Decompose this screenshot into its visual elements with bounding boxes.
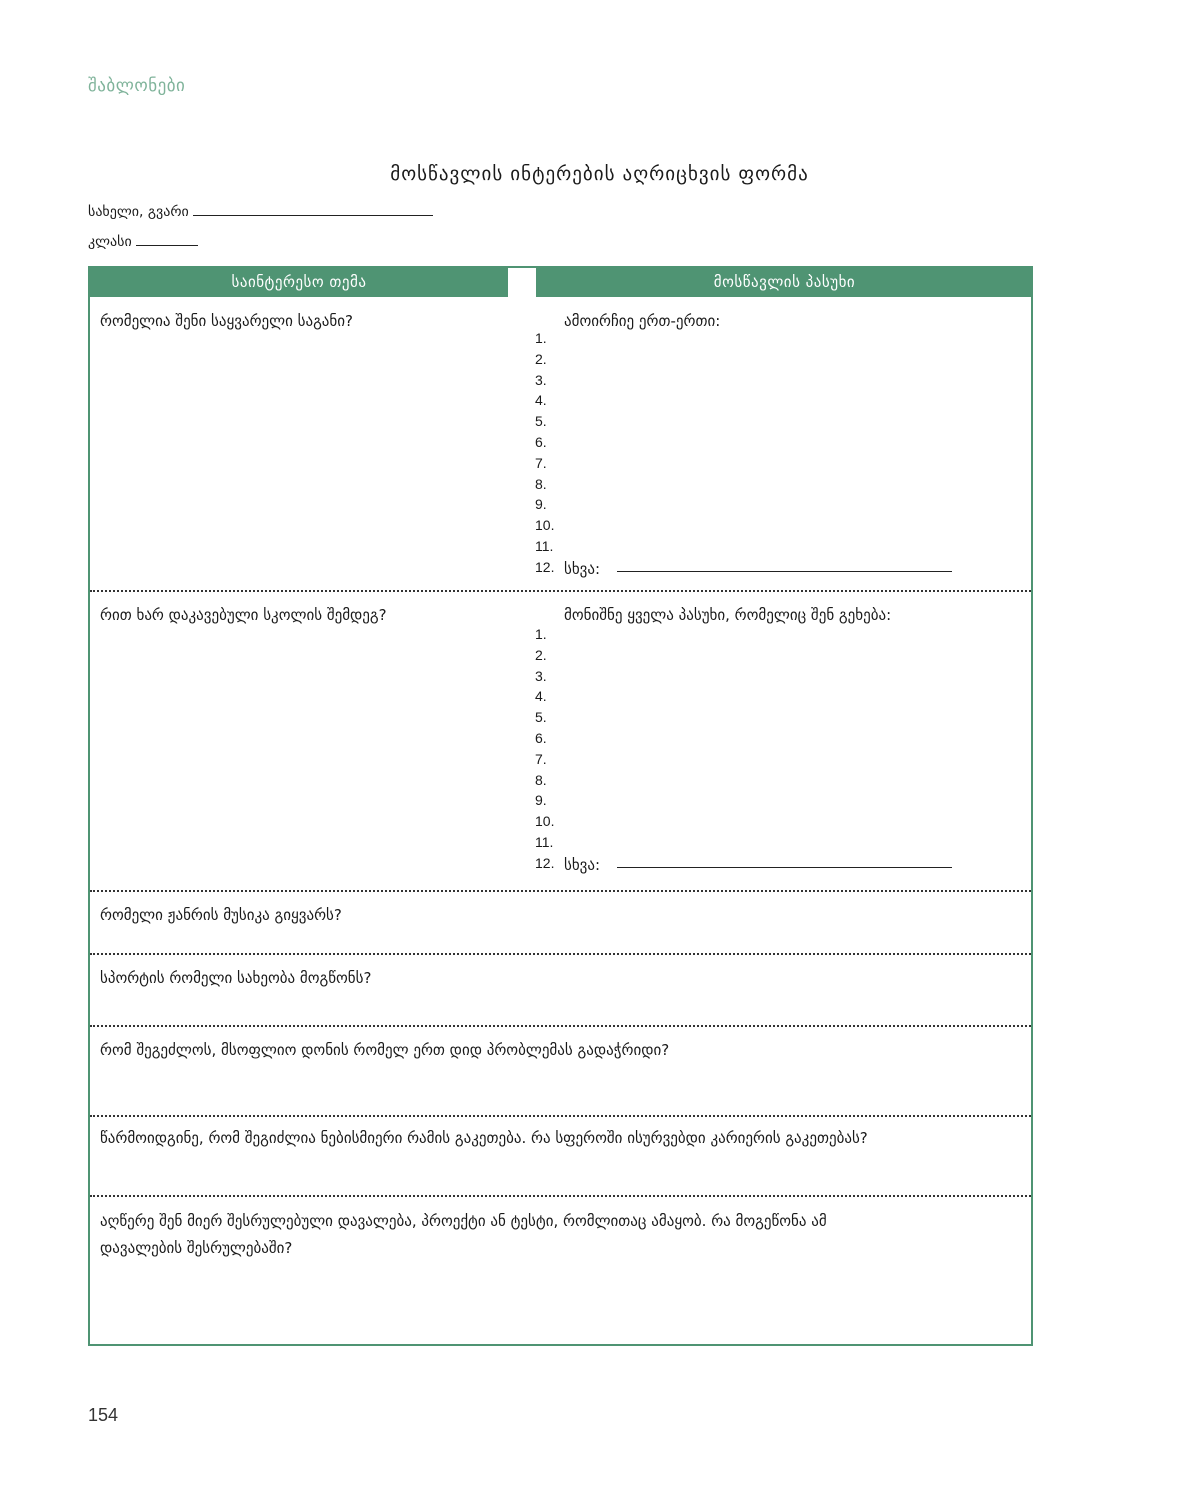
list-item: 7. <box>535 750 547 767</box>
class-field <box>88 234 198 250</box>
answer-list-2 <box>535 624 554 874</box>
list-item: 3. <box>535 371 547 388</box>
question-favorite-subject: რომელია შენი საყვარელი საგანი? <box>100 312 353 330</box>
class-blank-line[interactable] <box>136 245 198 246</box>
question-proud-task-line2: დავალების შესრულებაში? <box>100 1239 293 1257</box>
list-item: 8. <box>535 475 547 492</box>
row-divider <box>90 890 1031 892</box>
list-item: 8. <box>535 771 547 788</box>
section-label: შაბლონები <box>88 76 186 96</box>
form-title: მოსწავლის ინტერების აღრიცხვის ფორმა <box>390 163 809 185</box>
question-music-genre: რომელი ჟანრის მუსიკა გიყვარს? <box>100 906 342 924</box>
page-number: 154 <box>88 1405 119 1425</box>
question-after-school: რით ხარ დაკავებული სკოლის შემდეგ? <box>100 606 387 624</box>
question-proud-task-line1: აღწერე შენ მიერ შესრულებული დავალება, პროექტი ან ტესტი, რომლითაც ამაყობ. რა მოგეწონა ამ <box>100 1212 827 1230</box>
row-divider <box>90 1195 1031 1197</box>
question-proud-task <box>100 1208 827 1262</box>
other-blank-line-2[interactable] <box>617 867 952 868</box>
instruction-mark-all: მონიშნე ყველა პასუხი, რომელიც შენ გეხება: <box>564 606 892 624</box>
other-label-2: სხვა: <box>564 856 601 874</box>
answer-list-1 <box>535 328 554 578</box>
name-field <box>88 204 433 220</box>
row-divider <box>90 590 1031 592</box>
interest-table <box>88 266 1033 1346</box>
instruction-choose-one: ამოირჩიე ერთ-ერთი: <box>564 312 721 330</box>
list-item: 4. <box>535 688 547 705</box>
list-item: 11. <box>535 537 554 554</box>
question-world-problem: რომ შეგეძლოს, მსოფლიო დონის რომელ ერთ დიდ პრობლემას გადაჭრიდი? <box>100 1041 670 1059</box>
other-label-1: სხვა: <box>564 560 601 578</box>
question-career: წარმოიდგინე, რომ შეგიძლია ნებისმიერი რამის გაკეთება. რა სფეროში ისურვებდი კარიერის გაკეთებას? <box>100 1129 868 1147</box>
list-item: 10. <box>535 813 555 830</box>
row-divider <box>90 1025 1031 1027</box>
list-item: 5. <box>535 413 547 430</box>
other-blank-line-1[interactable] <box>617 571 952 572</box>
list-item: 12. <box>535 558 555 575</box>
list-item: 11. <box>535 833 554 850</box>
list-item: 10. <box>535 517 555 534</box>
list-item: 5. <box>535 709 547 726</box>
col-right-header: მოსწავლის პასუხი <box>536 268 1033 297</box>
row-divider <box>90 1115 1031 1117</box>
name-label: სახელი, გვარი <box>88 204 189 220</box>
class-label: კლასი <box>88 234 132 250</box>
name-blank-line[interactable] <box>193 215 433 216</box>
list-item: 3. <box>535 667 547 684</box>
list-item: 2. <box>535 350 547 367</box>
list-item: 4. <box>535 392 547 409</box>
list-item: 1. <box>535 626 547 642</box>
list-item: 1. <box>535 330 547 346</box>
question-sport: სპორტის რომელი სახეობა მოგწონს? <box>100 969 372 987</box>
list-item: 9. <box>535 792 547 809</box>
list-item: 7. <box>535 454 547 471</box>
list-item: 6. <box>535 729 547 746</box>
list-item: 12. <box>535 854 555 871</box>
row-divider <box>90 953 1031 955</box>
col-left-header: საინტერესო თემა <box>90 268 508 297</box>
list-item: 6. <box>535 433 547 450</box>
list-item: 2. <box>535 646 547 663</box>
list-item: 9. <box>535 496 547 513</box>
